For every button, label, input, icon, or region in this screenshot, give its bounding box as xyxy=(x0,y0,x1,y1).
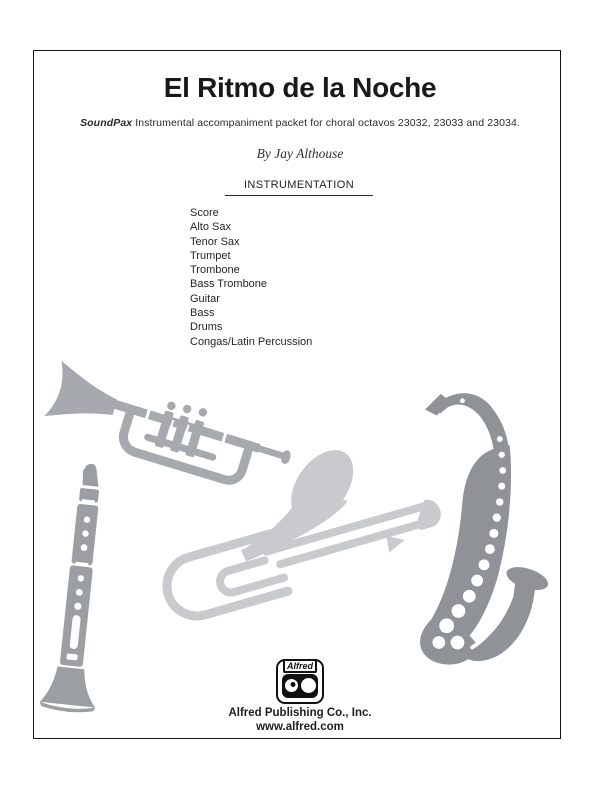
instrumentation-list xyxy=(190,206,312,349)
alfred-logo-wordmark: Alfred xyxy=(283,659,317,673)
list-item: Trombone xyxy=(190,264,240,277)
list-item: Alto Sax xyxy=(190,221,231,234)
list-item: Drums xyxy=(190,321,223,334)
byline: By Jay Althouse xyxy=(256,146,344,161)
instrumentation-heading: INSTRUMENTATION xyxy=(225,179,373,196)
list-item: Score xyxy=(190,207,219,219)
list-item: Bass Trombone xyxy=(190,278,268,291)
subtitle-text: Instrumental accompaniment packet for choral octavos 23032, 23033 and 23034. xyxy=(132,117,520,129)
soundpax-brand: SoundPax xyxy=(80,117,133,129)
publisher-name: Alfred Publishing Co., Inc. xyxy=(228,707,372,719)
list-item: Tenor Sax xyxy=(190,235,240,248)
subtitle xyxy=(0,117,600,129)
list-item: Guitar xyxy=(190,292,220,305)
list-item: Congas/Latin Percussion xyxy=(190,335,313,348)
clarinet-silhouette xyxy=(52,464,132,714)
alfred-logo xyxy=(276,659,324,704)
list-item: Trumpet xyxy=(190,249,231,262)
saxophone-silhouette xyxy=(410,384,560,669)
list-item: Bass xyxy=(190,307,215,320)
page-title: El Ritmo de la Noche xyxy=(163,72,437,103)
alfred-logo-mark-icon xyxy=(282,674,318,698)
publisher-website: www.alfred.com xyxy=(256,721,344,733)
